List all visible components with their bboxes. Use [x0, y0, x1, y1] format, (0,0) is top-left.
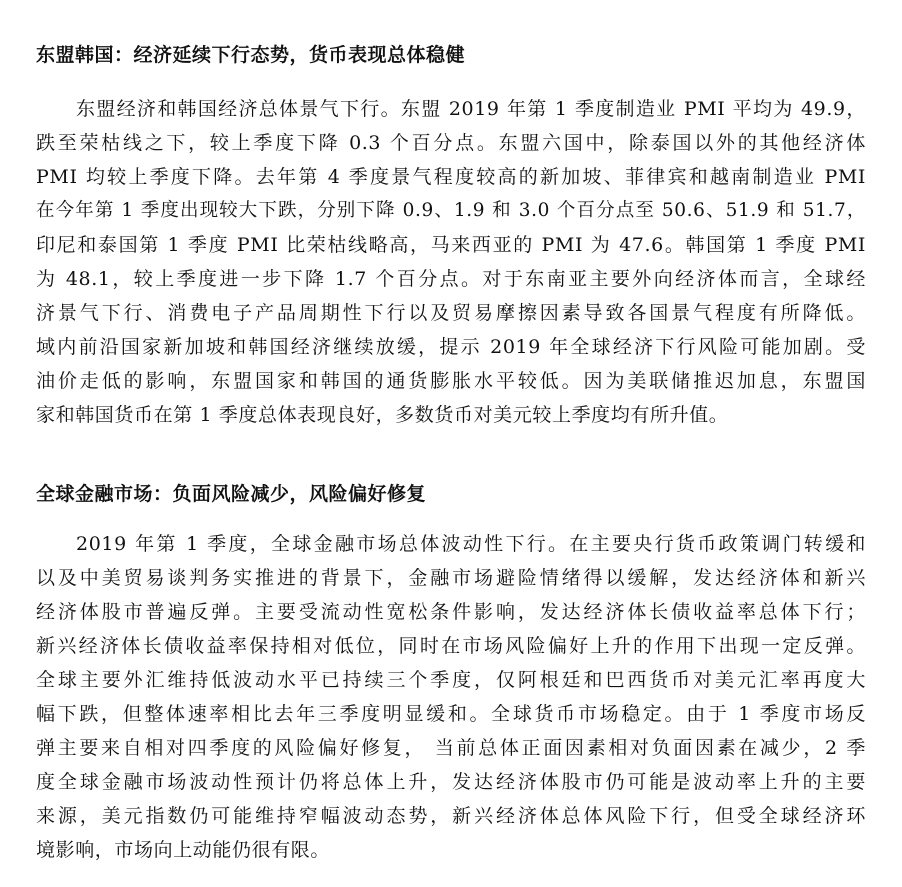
paragraph-global-financial-markets: [36, 527, 866, 867]
paragraph-line: 济景气下行、消费电子产品周期性下行以及贸易摩擦因素导致各国景气程度有所降低。: [36, 302, 866, 324]
paragraph-line: 度全球金融市场波动性预计仍将总体上升，发达经济体股市仍可能是波动率上升的主要: [36, 771, 866, 793]
paragraph-line: 跌至荣枯线之下，较上季度下降 0.3 个百分点。东盟六国中，除泰国以外的其他经济体: [36, 132, 866, 154]
paragraph-line: 新兴经济体长债收益率保持相对低位，同时在市场风险偏好上升的作用下出现一定反弹。: [36, 635, 866, 657]
paragraph-line: 2019 年第 1 季度，全球金融市场总体波动性下行。在主要央行货币政策调门转缓和: [76, 533, 866, 555]
paragraph-line: 经济体股市普遍反弹。主要受流动性宽松条件影响，发达经济体长债收益率总体下行；: [36, 601, 866, 623]
paragraph-line: 幅下跌，但整体速率相比去年三季度明显缓和。全球货币市场稳定。由于 1 季度市场反: [36, 703, 866, 725]
paragraph-line: 弹主要来自相对四季度的风险偏好修复， 当前总体正面因素相对负面因素在减少，2 季: [36, 737, 866, 759]
paragraph-line: 境影响，市场向上动能仍很有限。: [36, 839, 331, 861]
paragraph-line: 全球主要外汇维持低波动水平已持续三个季度，仅阿根廷和巴西货币对美元汇率再度大: [36, 669, 866, 691]
paragraph-line: 以及中美贸易谈判务实推进的背景下，金融市场避险情绪得以缓解，发达经济体和新兴: [36, 567, 866, 589]
paragraph-line: 在今年第 1 季度出现较大下跌，分别下降 0.9、1.9 和 3.0 个百分点至 50.6、51.9 和 51.7，: [36, 200, 866, 221]
paragraph-line: 来源，美元指数仍可能维持窄幅波动态势，新兴经济体总体风险下行，但受全球经济环: [36, 805, 866, 827]
paragraph-line: 家和韩国货币在第 1 季度总体表现良好，多数货币对美元较上季度均有所升值。: [36, 404, 729, 426]
paragraph-asean-korea: [36, 92, 866, 432]
paragraph-line: 印尼和泰国第 1 季度 PMI 比荣枯线略高，马来西亚的 PMI 为 47.6。韩国第 1 季度 PMI: [36, 234, 866, 256]
paragraph-line: 油价走低的影响，东盟国家和韩国的通货膨胀水平较低。因为美联储推迟加息，东盟国: [36, 370, 866, 392]
paragraph-line: PMI 均较上季度下降。去年第 4 季度景气程度较高的新加坡、菲律宾和越南制造业 PMI: [36, 166, 866, 188]
section-heading-asean-korea: 东盟韩国：经济延续下行态势，货币表现总体稳健: [36, 44, 466, 66]
paragraph-line: 为 48.1，较上季度进一步下降 1.7 个百分点。对于东南亚主要外向经济体而言，全球经: [36, 268, 866, 290]
section-heading-global-financial-markets: 全球金融市场：负面风险减少，风险偏好修复: [36, 483, 427, 505]
paragraph-line: 东盟经济和韩国经济总体景气下行。东盟 2019 年第 1 季度制造业 PMI 平均为 49.9，: [76, 98, 866, 120]
paragraph-line: 域内前沿国家新加坡和韩国经济继续放缓，提示 2019 年全球经济下行风险可能加剧。受: [36, 336, 866, 358]
